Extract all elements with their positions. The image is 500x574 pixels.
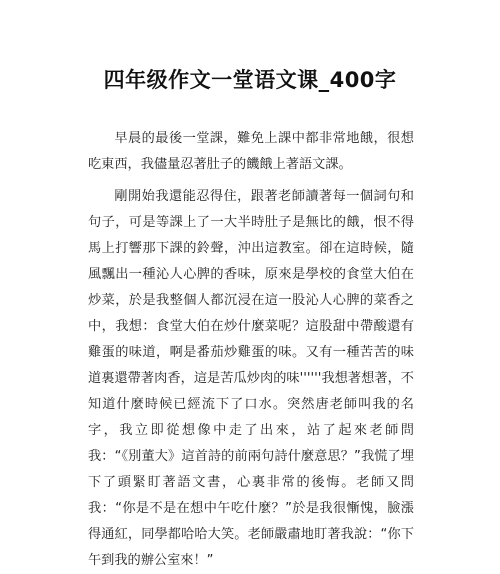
document-body bbox=[88, 126, 414, 574]
paragraph-1: 早晨的最後一堂課，難免上課中都非常地餓，很想吃東西，我儘量忍著肚子的饑餓上著語文課。 bbox=[88, 131, 414, 172]
paragraph-2: 剛開始我還能忍得住，跟著老師讀著每一個詞句和句子，可是等課上了一大半時肚子是無比的餓，恨不得馬上打響那下課的鈴聲，沖出這教室。卻在這時候，隨風飄出一種沁人心脾的香味，原來是學校的食堂大伯在炒菜，於是我整個人都沉浸在這一股沁人心脾的菜香之中，我想：食堂大伯在炒什麼菜呢？這股甜中帶酸還有雞蛋的味道，啊是番茄炒雞蛋的味。又有一種苦苦的味道裏還帶著肉香，這是苦瓜炒肉的味''''''我想著想著，不知道什麼時候已經流下了口水。突然唐老師叫我的名字，我立即從想像中走了出來，站了起來老師問我：“《別董大》這首詩的前兩句詩什麼意思？”我慌了埋下了頭緊盯著語文書，心裏非常的後悔。老師又問我：“你是不是在想中午吃什麼？”於是我很慚愧，臉漲得通紅，同學都哈哈大笑。老師嚴肅地盯著我說：“你下午到我的辦公室來！” bbox=[88, 189, 414, 568]
document-title: 四年级作文一堂语文课_400字 bbox=[103, 68, 397, 92]
